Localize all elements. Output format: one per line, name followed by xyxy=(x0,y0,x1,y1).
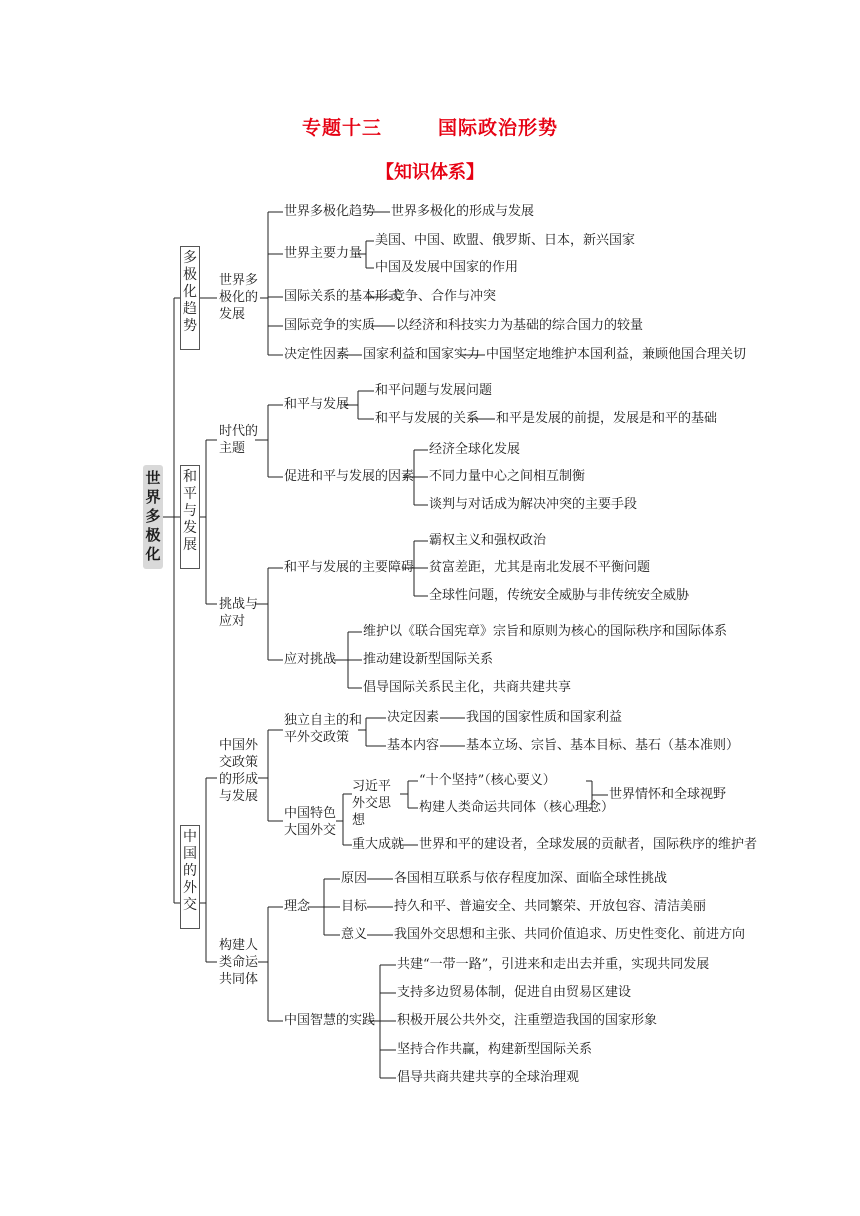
node-community-shared-future: 构建人类命运共同体 xyxy=(219,938,259,987)
node-meaning-detail: 我国外交思想和主张、共同价值追求、历史性变化、前进方向 xyxy=(394,927,746,942)
node-community-core-concept: 构建人类命运共同体（核心理念） xyxy=(419,800,615,815)
node-reason: 原因 xyxy=(341,871,368,886)
node-practice-4: 坚持合作共赢，构建新型国际关系 xyxy=(397,1042,593,1057)
node-major-achievements: 重大成就 xyxy=(352,837,405,852)
node-promoting-factor-1: 经济全球化发展 xyxy=(429,442,521,457)
node-promoting-factor-2: 不同力量中心之间相互制衡 xyxy=(429,469,586,484)
node-obstacle-1: 霸权主义和强权政治 xyxy=(429,533,547,548)
node-meaning: 意义 xyxy=(341,927,368,942)
node-competition-essence: 国际竞争的实质 xyxy=(284,318,376,333)
node-peace-and-development-2: 和平与发展的关系 xyxy=(375,411,480,426)
node-competition-essence-detail: 以经济和科技实力为基础的综合国力的较量 xyxy=(396,318,644,333)
section-subtitle: 【知识体系】 xyxy=(376,162,484,183)
node-major-achievements-detail: 世界和平的建设者，全球发展的贡献者，国际秩序的维护者 xyxy=(419,837,758,852)
node-practice-2: 支持多边贸易体制，促进自由贸易区建设 xyxy=(397,985,632,1000)
node-peace-and-development-2-detail: 和平是发展的前提，发展是和平的基础 xyxy=(496,411,718,426)
node-major-forces: 世界主要力量 xyxy=(284,246,363,261)
node-respond-2: 推动建设新型国际关系 xyxy=(363,652,494,667)
node-practice-1: 共建“一带一路”，引进来和走出去并重，实现共同发展 xyxy=(397,957,710,972)
node-promoting-factor-3: 谈判与对话成为解决冲突的主要手段 xyxy=(429,497,638,512)
node-basic-content-detail: 基本立场、宗旨、基本目标、基石（基本准则） xyxy=(466,738,740,753)
node-basic-form-detail: 竞争、合作与冲突 xyxy=(392,289,497,304)
node-xi-diplomatic-thought: 习近平外交思想 xyxy=(352,779,392,828)
node-goal: 目标 xyxy=(341,899,368,914)
node-peace-and-development: 和平与发展 xyxy=(284,397,350,412)
node-practice-5: 倡导共商共建共享的全球治理观 xyxy=(397,1070,580,1085)
node-ten-adherences: “十个坚持”（核心要义） xyxy=(419,773,556,788)
node-major-country-diplomacy: 中国特色大国外交 xyxy=(284,806,337,838)
node-determining-factor: 决定因素 xyxy=(387,710,440,725)
node-challenge-response: 挑战与应对 xyxy=(219,597,259,629)
node-foreign-policy-formation: 中国外交政策的形成与发展 xyxy=(219,738,259,804)
branch-china-diplomacy: 中国的外交 xyxy=(180,825,200,929)
node-practice-3: 积极开展公共外交，注重塑造我国的国家形象 xyxy=(397,1013,658,1028)
node-global-vision: 世界情怀和全球视野 xyxy=(609,787,727,802)
node-era-theme: 时代的主题 xyxy=(219,424,259,456)
node-independent-peaceful-policy: 独立自主的和平外交政策 xyxy=(284,713,363,745)
node-china-wisdom-practice: 中国智慧的实践 xyxy=(284,1013,376,1028)
node-respond-1: 维护以《联合国宪章》宗旨和原则为核心的国际秩序和国际体系 xyxy=(363,624,728,639)
branch-peace-development: 和平与发展 xyxy=(180,465,200,569)
root-world-multipolarization: 世界多极化 xyxy=(143,465,163,569)
node-reason-detail: 各国相互联系与依存程度加深、面临全球性挑战 xyxy=(394,871,668,886)
node-peace-and-development-1: 和平问题与发展问题 xyxy=(375,383,493,398)
node-basic-content: 基本内容 xyxy=(387,738,440,753)
node-respond-3: 倡导国际关系民主化，共商共建共享 xyxy=(363,680,572,695)
node-concept: 理念 xyxy=(284,899,311,914)
node-obstacle-3: 全球性问题，传统安全威胁与非传统安全威胁 xyxy=(429,588,690,603)
node-major-forces-1: 美国、中国、欧盟、俄罗斯、日本，新兴国家 xyxy=(375,233,636,248)
node-multipolar-trend: 世界多极化趋势 xyxy=(284,204,376,219)
node-decisive-factor: 决定性因素 xyxy=(284,347,350,362)
node-decisive-factor-detail-1: 国家利益和国家实力 xyxy=(363,347,481,362)
node-promoting-factors: 促进和平与发展的因素 xyxy=(284,469,415,484)
node-determining-factor-detail: 我国的国家性质和国家利益 xyxy=(466,710,623,725)
node-multipolar-trend-detail: 世界多极化的形成与发展 xyxy=(391,204,535,219)
node-decisive-factor-detail-2: 中国坚定地维护本国利益，兼顾他国合理关切 xyxy=(486,347,747,362)
title-topic-name: 国际政治形势 xyxy=(438,117,559,139)
node-basic-form: 国际关系的基本形式 xyxy=(284,289,402,304)
node-major-forces-2: 中国及发展中国家的作用 xyxy=(375,260,519,275)
title-topic-number: 专题十三 xyxy=(301,117,382,139)
node-obstacle-2: 贫富差距，尤其是南北发展不平衡问题 xyxy=(429,560,651,575)
node-main-obstacles: 和平与发展的主要障碍 xyxy=(284,560,415,575)
node-multipolar-development: 世界多极化的发展 xyxy=(219,273,259,322)
branch-multipolar-trend: 多极化趋势 xyxy=(180,246,200,350)
node-goal-detail: 持久和平、普遍安全、共同繁荣、开放包容、清洁美丽 xyxy=(394,899,707,914)
node-respond-challenge: 应对挑战 xyxy=(284,652,337,667)
